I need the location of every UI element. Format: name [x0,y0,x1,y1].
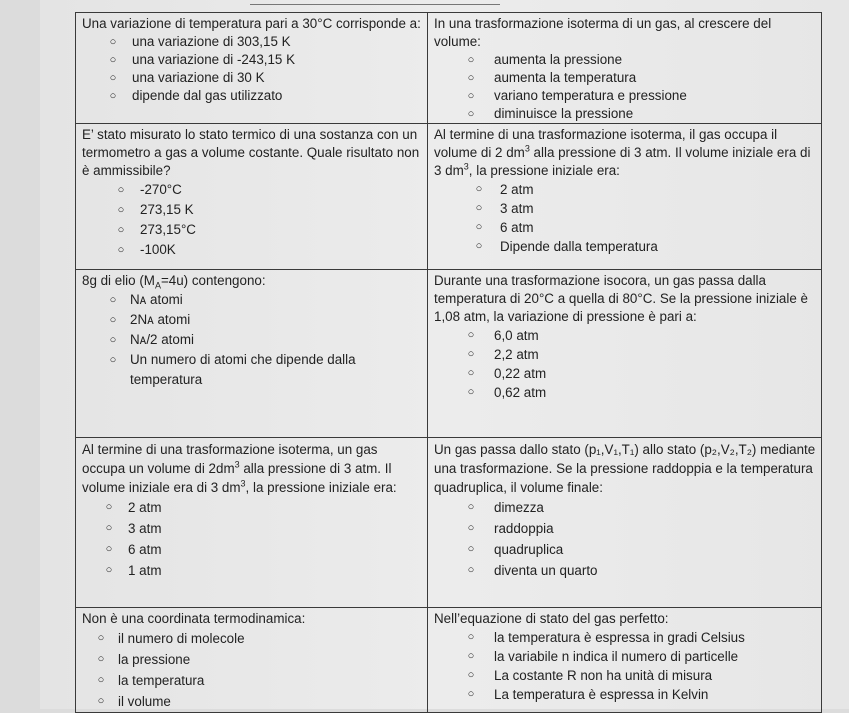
question-8 [428,438,822,608]
radio-icon: ○ [117,244,125,256]
option-item[interactable]: ○ aumenta la temperatura [434,69,817,87]
radio-icon: ○ [467,631,475,643]
question-text: 8g di elio $(M_A=4u)$ contengono: [82,273,266,291]
question-7 [76,438,428,608]
option-item[interactable]: ○ 2 atm [434,180,817,199]
radio-icon: ○ [105,501,113,513]
radio-icon: ○ [105,522,113,534]
option-item[interactable]: ○ diventa un quarto [434,560,817,581]
question-text: E’ stato misurato lo stato termico di una sostanza con un termometro a gas a volume costante. Quale risultato non è ammissibile? [82,127,420,178]
option-list [82,290,423,390]
option-item[interactable]: ○ raddoppia [434,518,817,539]
radio-icon: ○ [109,90,117,102]
radio-icon: ○ [467,72,475,84]
radio-icon: ○ [467,108,475,120]
option-item[interactable]: ○ La costante R non ha unità di misura [434,666,817,685]
page-top-rule [250,4,500,5]
question-text: In una trasformazione isoterma di un gas, al crescere del volume: [434,16,772,49]
quiz-table [75,12,822,713]
question-text: Durante una trasformazione isocora, un gas passa dalla temperatura di 20°C a quella di 80°C. Se la pressione iniziale è 1,08 atm, la variazione di pressione è pari a: [434,273,808,324]
radio-icon: ○ [467,669,475,681]
option-item[interactable]: ○ Nᴀ atomi [82,290,423,310]
option-list [434,326,817,402]
option-item[interactable]: ○ variano temperatura e pressione [434,87,817,105]
radio-icon: ○ [467,367,475,379]
question-text: Nell’equazione di stato del gas perfetto: [434,611,669,626]
option-item[interactable]: ○ Nᴀ/2 atomi [82,330,423,350]
radio-icon: ○ [109,354,117,366]
option-list [82,628,423,712]
radio-icon: ○ [475,183,483,195]
question-9 [76,608,428,713]
option-item[interactable]: ○ la pressione [82,649,423,670]
option-item[interactable]: ○ 1 atm [82,560,423,581]
option-item[interactable]: ○ una variazione di -243,15 K [82,51,423,69]
question-text: Non è una coordinata termodinamica: [82,611,306,626]
radio-icon: ○ [467,543,475,555]
radio-icon: ○ [105,543,113,555]
option-item[interactable]: ○ 2,2 atm [434,345,817,364]
option-item[interactable]: ○ diminuisce la pressione [434,105,817,123]
option-item[interactable]: ○ La temperatura è espressa in Kelvin [434,685,817,704]
question-10 [428,608,822,713]
option-item[interactable]: ○ -100K [82,240,423,260]
option-item[interactable]: ○ una variazione di 303,15 K [82,33,423,51]
radio-icon: ○ [97,653,105,665]
radio-icon: ○ [109,314,117,326]
radio-icon: ○ [97,674,105,686]
option-item[interactable]: ○ 273,15 K [82,200,423,220]
option-item[interactable]: ○ il numero di molecole [82,628,423,649]
question-text: Al termine di una trasformazione isoterma, il gas occupa il volume di 2 $dm^3$ alla pressione di 3 atm. Il volume iniziale era di 3 $dm^3$, la pressione iniziale era: [434,127,811,178]
radio-icon: ○ [467,522,475,534]
option-item[interactable]: ○ 0,62 atm [434,383,817,402]
option-item[interactable]: ○ 273,15°C [82,220,423,240]
option-item[interactable]: ○ 2 atm [82,497,423,518]
option-item[interactable]: ○ una variazione di 30 K [82,69,423,87]
option-list [434,180,817,256]
question-1 [76,13,428,124]
option-list [434,628,817,704]
option-item[interactable]: ○ -270°C [82,180,423,200]
option-item[interactable]: ○ 2Nᴀ atomi [82,310,423,330]
radio-icon: ○ [117,184,125,196]
option-item[interactable]: ○ il volume [82,691,423,712]
radio-icon: ○ [109,54,117,66]
radio-icon: ○ [475,221,483,233]
option-item[interactable]: ○ la temperatura [82,670,423,691]
question-5 [76,270,428,438]
option-item[interactable]: ○ la variabile n indica il numero di particelle [434,647,817,666]
radio-icon: ○ [467,90,475,102]
option-list [82,33,423,105]
option-list [82,497,423,581]
option-item[interactable]: ○ aumenta la pressione [434,51,817,69]
option-list [434,51,817,123]
question-text: Un gas passa dallo stato (p₁,V₁,T₁) allo stato (p₂,V₂,T₂) mediante una trasformazione. Se la pressione raddoppia e la temperatura quadruplica, il volume finale: [434,442,816,495]
option-item[interactable]: ○ 6,0 atm [434,326,817,345]
radio-icon: ○ [109,334,117,346]
radio-icon: ○ [467,650,475,662]
radio-icon: ○ [109,36,117,48]
radio-icon: ○ [467,386,475,398]
option-item[interactable]: ○ 0,22 atm [434,364,817,383]
option-item[interactable]: ○ 3 atm [82,518,423,539]
radio-icon: ○ [467,564,475,576]
option-item[interactable]: ○ 3 atm [434,199,817,218]
radio-icon: ○ [105,564,113,576]
radio-icon: ○ [117,224,125,236]
question-2 [428,13,822,124]
radio-icon: ○ [475,202,483,214]
option-item[interactable]: ○ dimezza [434,497,817,518]
option-list [434,497,817,581]
question-6 [428,270,822,438]
option-item[interactable]: ○ Un numero di atomi che dipende dalla temperatura [82,350,423,390]
radio-icon: ○ [97,695,105,707]
radio-icon: ○ [467,329,475,341]
option-list [82,180,423,260]
question-text: Al termine di una trasformazione isoterma, un gas occupa un volume di $2dm^3$ alla pressione di 3 atm. Il volume iniziale era di 3 $dm^3$, la pressione iniziale era: [82,442,397,495]
option-item[interactable]: ○ la temperatura è espressa in gradi Celsius [434,628,817,647]
question-4 [428,124,822,270]
radio-icon: ○ [467,348,475,360]
radio-icon: ○ [109,72,117,84]
option-item[interactable]: ○ 6 atm [434,218,817,237]
radio-icon: ○ [109,294,117,306]
radio-icon: ○ [467,54,475,66]
radio-icon: ○ [117,204,125,216]
radio-icon: ○ [467,501,475,513]
question-3 [76,124,428,270]
question-text: Una variazione di temperatura pari a 30°C corrisponde a: [82,16,421,31]
option-item[interactable]: ○ quadruplica [434,539,817,560]
radio-icon: ○ [475,240,483,252]
option-item[interactable]: ○ Dipende dalla temperatura [434,237,817,256]
radio-icon: ○ [97,632,105,644]
radio-icon: ○ [467,688,475,700]
option-item[interactable]: ○ dipende dal gas utilizzato [82,87,423,105]
option-item[interactable]: ○ 6 atm [82,539,423,560]
